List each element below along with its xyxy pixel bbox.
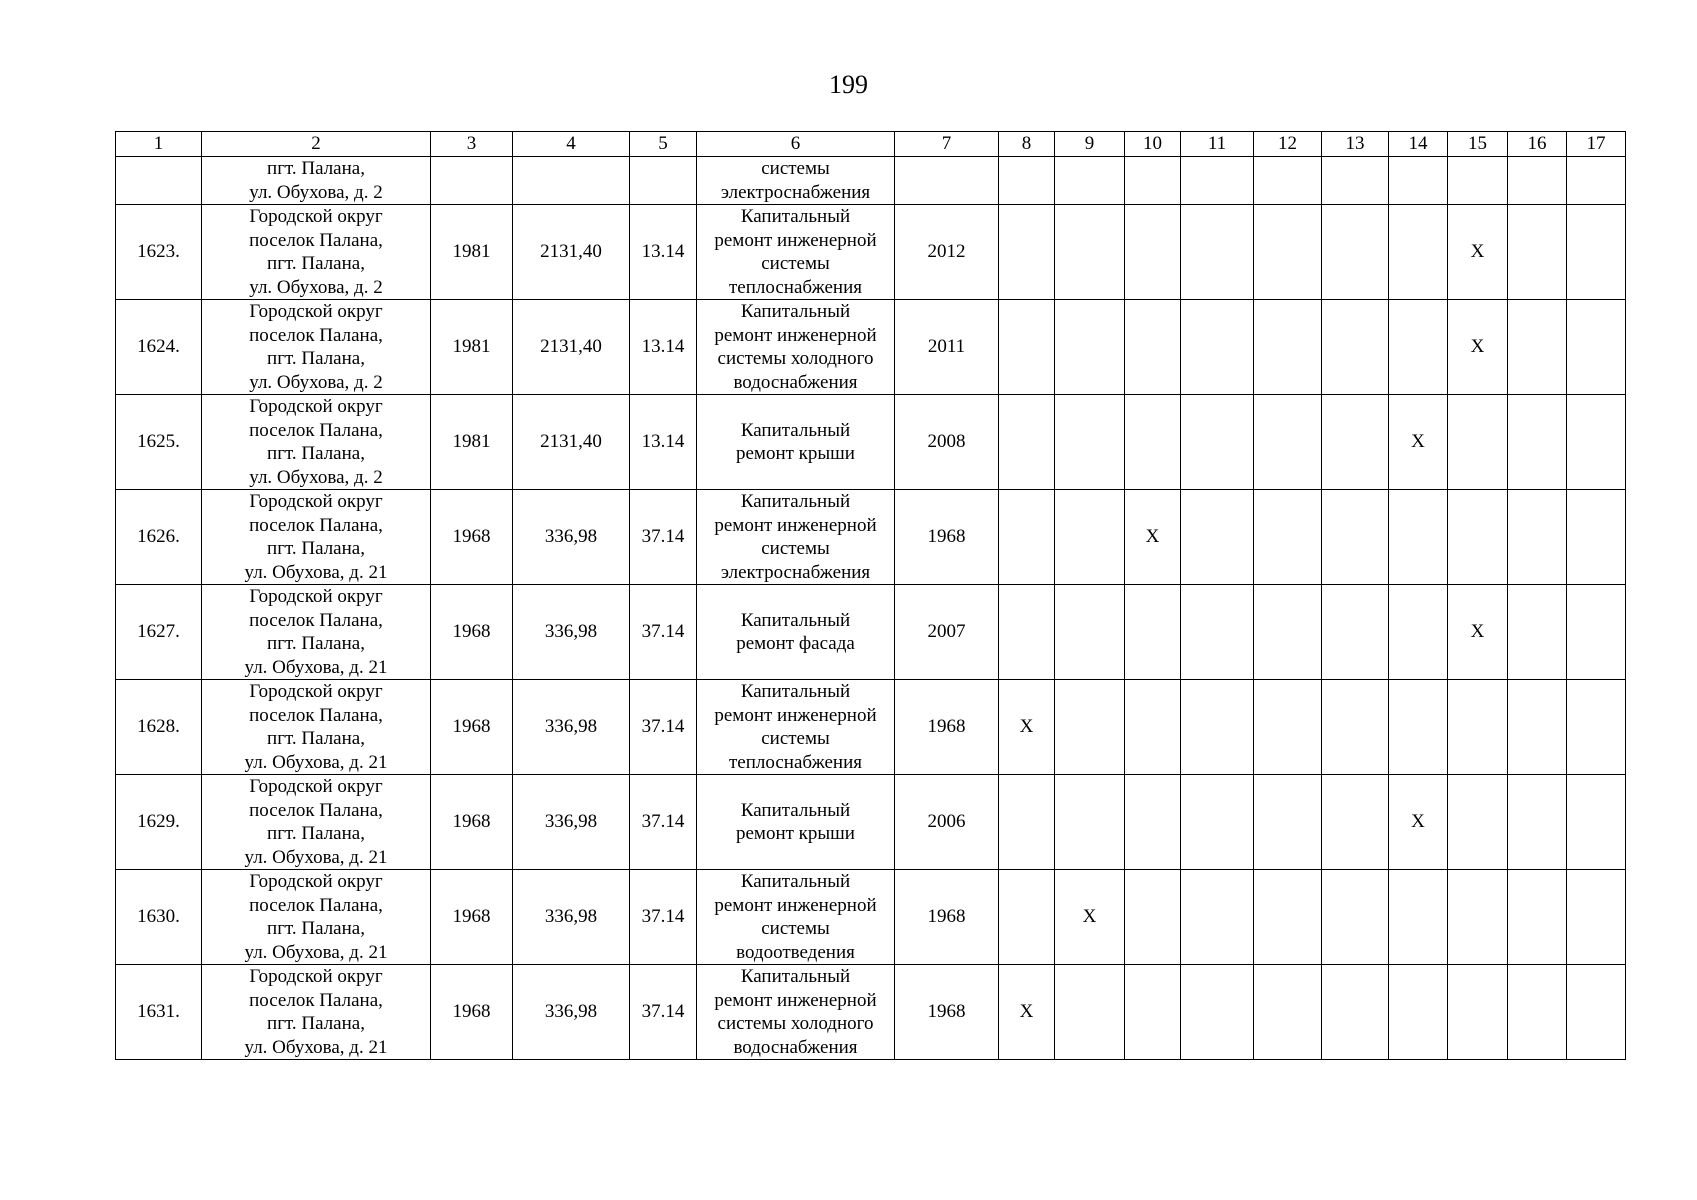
build-year-cell: 1968 [431,775,513,870]
address-cell-line: пгт. Палана, [267,443,365,464]
address-cell-line: ул. Обухова, д. 2 [249,466,383,488]
empty-cell [999,490,1055,585]
mark-cell: X [1389,395,1448,490]
column-header-2: 2 [202,132,431,157]
empty-cell [1448,490,1508,585]
address-cell-line: Городской округ [249,966,383,987]
address-cell-line: Городской округ [249,491,383,512]
code-cell: 37.14 [630,585,697,680]
work-type-cell-line: Капитальный [740,966,851,987]
work-type-cell-line: ремонт инженерной [714,704,877,726]
address-cell-line: Городской округ [249,586,383,607]
work-type-cell-line: системы холодного [717,348,874,369]
empty-cell [1254,490,1322,585]
address-cell-line: пгт. Палана, [267,918,365,939]
empty-cell [1181,157,1254,205]
table-header [116,132,1626,157]
row-number-cell: 1627. [116,585,202,680]
empty-cell [1181,395,1254,490]
empty-cell [1567,965,1626,1060]
empty-cell [1254,157,1322,205]
mark-cell: X [1125,490,1181,585]
empty-cell [1181,775,1254,870]
work-type-cell [697,585,895,680]
column-header-10: 10 [1125,132,1181,157]
empty-cell [1322,680,1389,775]
address-cell-line: ул. Обухова, д. 21 [244,561,388,583]
work-type-cell [697,157,895,205]
table-row [116,870,1626,965]
empty-cell [1055,300,1125,395]
column-header-14: 14 [1389,132,1448,157]
build-year-cell [431,157,513,205]
work-type-cell-line: ремонт инженерной [714,229,877,251]
empty-cell [1508,157,1567,205]
empty-cell [1389,205,1448,300]
work-type-cell-line: системы [761,918,830,939]
address-cell-line: Городской округ [249,681,383,702]
mark-cell: X [999,680,1055,775]
empty-cell [1254,965,1322,1060]
empty-cell [1254,775,1322,870]
empty-cell [1055,490,1125,585]
empty-cell [1448,775,1508,870]
build-year-cell: 1968 [431,490,513,585]
empty-cell [1181,300,1254,395]
build-year-cell: 1981 [431,300,513,395]
address-cell [202,585,431,680]
work-type-cell-line: системы [761,253,830,274]
address-cell-line: поселок Палана, [249,514,383,536]
empty-cell [1389,157,1448,205]
build-year-cell: 1968 [431,680,513,775]
empty-cell [999,205,1055,300]
build-year-cell: 1981 [431,395,513,490]
address-cell-line: пгт. Палана, [267,728,365,749]
address-cell-line: ул. Обухова, д. 21 [244,751,388,773]
empty-cell [1125,870,1181,965]
address-cell [202,680,431,775]
empty-cell [999,395,1055,490]
address-cell-line: поселок Палана, [249,229,383,251]
empty-cell [999,775,1055,870]
address-cell-line: пгт. Палана, [267,348,365,369]
column-header-1: 1 [116,132,202,157]
empty-cell [1055,157,1125,205]
empty-cell [1254,585,1322,680]
table-row [116,300,1626,395]
empty-cell [1181,870,1254,965]
empty-cell [999,157,1055,205]
address-cell-line: Городской округ [249,301,383,322]
mark-cell: X [1448,585,1508,680]
empty-cell [1567,157,1626,205]
code-cell: 37.14 [630,870,697,965]
empty-cell [1567,870,1626,965]
empty-cell [1448,965,1508,1060]
empty-cell [1322,965,1389,1060]
empty-cell [1508,775,1567,870]
address-cell-line: ул. Обухова, д. 21 [244,941,388,963]
work-type-cell-line: Капитальный [740,609,851,631]
work-year-cell: 2007 [895,585,999,680]
work-type-cell [697,205,895,300]
column-header-8: 8 [999,132,1055,157]
header-row [116,132,1626,157]
empty-cell [1508,205,1567,300]
work-type-cell-line: электроснабжения [720,181,871,203]
empty-cell [1322,585,1389,680]
work-year-cell: 2011 [895,300,999,395]
work-type-cell-line: Капитальный [740,681,851,702]
work-year-cell: 1968 [895,680,999,775]
table-row [116,205,1626,300]
table-row [116,585,1626,680]
empty-cell [1181,490,1254,585]
address-cell-line: пгт. Палана, [267,1013,365,1034]
work-type-cell-line: водоотведения [736,941,855,963]
table-row [116,680,1626,775]
empty-cell [1567,205,1626,300]
column-header-12: 12 [1254,132,1322,157]
column-header-16: 16 [1508,132,1567,157]
row-number-cell: 1630. [116,870,202,965]
address-cell-line: Городской округ [249,206,383,227]
work-year-cell [895,157,999,205]
empty-cell [1254,680,1322,775]
address-cell [202,157,431,205]
work-year-cell: 2012 [895,205,999,300]
empty-cell [1389,585,1448,680]
empty-cell [1254,300,1322,395]
empty-cell [1322,395,1389,490]
empty-cell [1389,490,1448,585]
area-cell: 336,98 [513,775,630,870]
work-type-cell-line: системы [761,538,830,559]
empty-cell [1125,775,1181,870]
work-type-cell-line: системы холодного [717,1013,874,1034]
mark-cell: X [1448,300,1508,395]
work-type-cell-line: ремонт инженерной [714,894,877,916]
empty-cell [1508,300,1567,395]
empty-cell [1508,965,1567,1060]
area-cell: 2131,40 [513,205,630,300]
empty-cell [1508,395,1567,490]
area-cell: 336,98 [513,680,630,775]
area-cell: 336,98 [513,965,630,1060]
registry-table [115,131,1626,1060]
code-cell: 37.14 [630,965,697,1060]
address-cell [202,775,431,870]
address-cell-line: поселок Палана, [249,799,383,821]
column-header-4: 4 [513,132,630,157]
address-cell-line: пгт. Палана, [267,538,365,559]
mark-cell: X [1055,870,1125,965]
empty-cell [1181,680,1254,775]
work-year-cell: 2006 [895,775,999,870]
empty-cell [1254,395,1322,490]
empty-cell [1055,965,1125,1060]
address-cell-line: поселок Палана, [249,989,383,1011]
address-cell-line: пгт. Палана, [267,633,365,654]
work-type-cell [697,870,895,965]
address-cell-line: Городской округ [249,776,383,797]
work-type-cell-line: Капитальный [740,491,851,512]
address-cell-line: ул. Обухова, д. 2 [249,276,383,298]
empty-cell [1322,205,1389,300]
empty-cell [999,585,1055,680]
column-header-7: 7 [895,132,999,157]
address-cell-line: ул. Обухова, д. 21 [244,656,388,678]
empty-cell [1055,585,1125,680]
build-year-cell: 1968 [431,870,513,965]
column-header-15: 15 [1448,132,1508,157]
area-cell: 2131,40 [513,300,630,395]
empty-cell [1508,870,1567,965]
empty-cell [1567,395,1626,490]
empty-cell [1389,870,1448,965]
empty-cell [1055,205,1125,300]
work-type-cell-line: Капитальный [740,301,851,322]
empty-cell [1322,300,1389,395]
column-header-11: 11 [1181,132,1254,157]
address-cell [202,490,431,585]
column-header-17: 17 [1567,132,1626,157]
empty-cell [1322,870,1389,965]
code-cell: 13.14 [630,300,697,395]
area-cell: 336,98 [513,870,630,965]
address-cell-line: Городской округ [249,871,383,892]
empty-cell [999,300,1055,395]
work-type-cell-line: ремонт инженерной [714,989,877,1011]
empty-cell [1055,775,1125,870]
address-cell [202,300,431,395]
empty-cell [1508,680,1567,775]
work-type-cell [697,965,895,1060]
row-number-cell: 1626. [116,490,202,585]
work-type-cell-line: водоснабжения [733,1036,858,1058]
empty-cell [1448,395,1508,490]
address-cell-line: поселок Палана, [249,419,383,441]
address-cell-line: пгт. Палана, [267,823,365,844]
address-cell-line: ул. Обухова, д. 21 [244,1036,388,1058]
empty-cell [1322,490,1389,585]
code-cell: 37.14 [630,775,697,870]
empty-cell [1254,205,1322,300]
empty-cell [1055,680,1125,775]
empty-cell [1567,585,1626,680]
column-header-3: 3 [431,132,513,157]
empty-cell [1125,680,1181,775]
address-cell-line: пгт. Палана, [267,158,365,179]
row-number-cell: 1624. [116,300,202,395]
work-type-cell-line: системы [761,158,830,179]
empty-cell [1125,585,1181,680]
area-cell: 2131,40 [513,395,630,490]
mark-cell: X [1448,205,1508,300]
work-type-cell-line: ремонт крыши [736,443,855,464]
work-type-cell [697,680,895,775]
empty-cell [1254,870,1322,965]
address-cell-line: пгт. Палана, [267,253,365,274]
empty-cell [1181,585,1254,680]
row-number-cell: 1631. [116,965,202,1060]
empty-cell [1567,775,1626,870]
row-number-cell: 1628. [116,680,202,775]
column-header-9: 9 [1055,132,1125,157]
build-year-cell: 1968 [431,965,513,1060]
row-number-cell: 1629. [116,775,202,870]
empty-cell [1125,395,1181,490]
address-cell-line: поселок Палана, [249,609,383,631]
empty-cell [1181,965,1254,1060]
page-number: 199 [829,70,868,99]
mark-cell: X [999,965,1055,1060]
address-cell-line: Городской округ [249,396,383,417]
row-number-cell: 1623. [116,205,202,300]
area-cell: 336,98 [513,490,630,585]
table-row [116,775,1626,870]
table-row [116,395,1626,490]
work-type-cell-line: Капитальный [740,206,851,227]
area-cell [513,157,630,205]
work-type-cell-line: системы [761,728,830,749]
table-row [116,157,1626,205]
empty-cell [1322,157,1389,205]
address-cell-line: поселок Палана, [249,324,383,346]
column-header-13: 13 [1322,132,1389,157]
work-type-cell-line: Капитальный [740,419,851,441]
empty-cell [1389,680,1448,775]
empty-cell [1567,300,1626,395]
work-type-cell [697,490,895,585]
work-type-cell-line: ремонт инженерной [714,324,877,346]
row-number-cell [116,157,202,205]
column-header-6: 6 [697,132,895,157]
table-body [116,157,1626,1060]
work-type-cell-line: водоснабжения [733,371,858,393]
address-cell-line: ул. Обухова, д. 2 [249,371,383,393]
empty-cell [1181,205,1254,300]
empty-cell [1125,300,1181,395]
empty-cell [1125,965,1181,1060]
row-number-cell: 1625. [116,395,202,490]
address-cell-line: ул. Обухова, д. 2 [249,181,383,203]
code-cell: 13.14 [630,395,697,490]
work-type-cell-line: ремонт фасада [736,633,855,654]
work-year-cell: 2008 [895,395,999,490]
empty-cell [1448,680,1508,775]
work-type-cell [697,395,895,490]
address-cell [202,870,431,965]
empty-cell [1125,157,1181,205]
work-type-cell-line: ремонт инженерной [714,514,877,536]
area-cell: 336,98 [513,585,630,680]
empty-cell [1508,490,1567,585]
work-type-cell [697,775,895,870]
empty-cell [1322,775,1389,870]
empty-cell [1508,585,1567,680]
work-year-cell: 1968 [895,870,999,965]
table-row [116,965,1626,1060]
build-year-cell: 1968 [431,585,513,680]
work-type-cell-line: Капитальный [740,871,851,892]
address-cell [202,965,431,1060]
code-cell: 13.14 [630,205,697,300]
empty-cell [1448,157,1508,205]
work-type-cell [697,300,895,395]
work-type-cell-line: электроснабжения [720,561,871,583]
work-year-cell: 1968 [895,965,999,1060]
address-cell [202,395,431,490]
table-row [116,490,1626,585]
code-cell: 37.14 [630,490,697,585]
empty-cell [1125,205,1181,300]
empty-cell [1567,680,1626,775]
code-cell: 37.14 [630,680,697,775]
empty-cell [1389,965,1448,1060]
work-type-cell-line: теплоснабжения [729,276,862,298]
address-cell-line: поселок Палана, [249,704,383,726]
address-cell-line: ул. Обухова, д. 21 [244,846,388,868]
work-type-cell-line: Капитальный [740,799,851,821]
address-cell [202,205,431,300]
work-type-cell-line: теплоснабжения [729,751,862,773]
empty-cell [1448,870,1508,965]
empty-cell [1389,300,1448,395]
code-cell [630,157,697,205]
work-year-cell: 1968 [895,490,999,585]
build-year-cell: 1981 [431,205,513,300]
address-cell-line: поселок Палана, [249,894,383,916]
empty-cell [999,870,1055,965]
work-type-cell-line: ремонт крыши [736,823,855,844]
empty-cell [1567,490,1626,585]
mark-cell: X [1389,775,1448,870]
empty-cell [1055,395,1125,490]
column-header-5: 5 [630,132,697,157]
